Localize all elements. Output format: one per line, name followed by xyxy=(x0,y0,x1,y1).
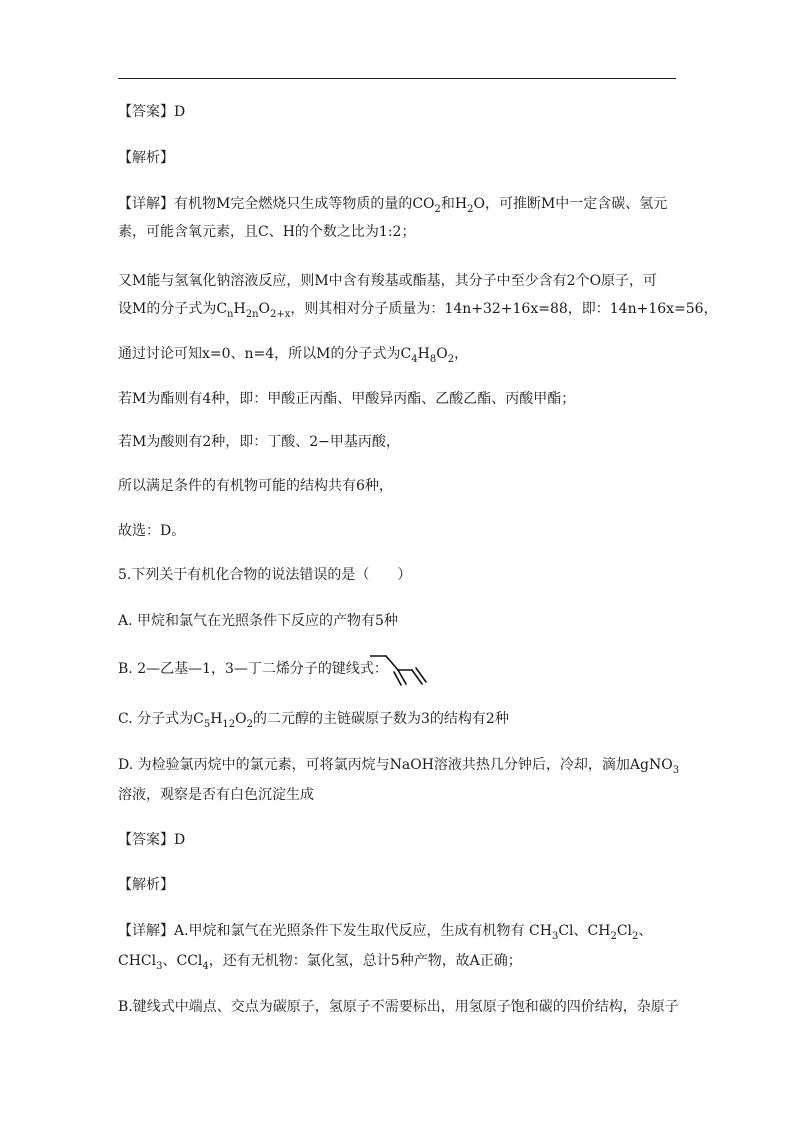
q5-detail-line-1: 【详解】A.甲烷和氯气在光照条件下发生取代反应，生成有机物有 $CH_3Cl$、$CH_2Cl_2$、 xyxy=(118,923,653,942)
q5-answer: 【答案】D xyxy=(118,832,186,848)
q4-detail-line-9: 故选：D。 xyxy=(118,523,186,539)
q4-detail-line-4: 设M的分子式为$C_nH_{2n}O_{2+x}$，则其相对分子质量为：14n+32+16x=88，即：14n+16x=56， xyxy=(118,301,718,320)
q5-option-b: B. 2—乙基—1，3—丁二烯分子的键线式： xyxy=(118,661,388,677)
q5-analysis-heading: 【解析】 xyxy=(118,877,174,893)
skeletal-formula-image xyxy=(370,650,450,690)
q5-stem: 5.下列关于有机化合物的说法错误的是（ ） xyxy=(118,567,412,583)
q5-detail-line-3: B.键线式中端点、交点为碳原子，氢原子不需要标出，用氢原子饱和碳的四价结构，杂原子 xyxy=(118,999,679,1015)
q4-detail-line-3: 又M能与氢氧化钠溶液反应，则M中含有羧基或酯基，其分子中至少含有2个O原子，可 xyxy=(118,273,658,289)
q4-answer: 【答案】D xyxy=(118,104,186,120)
q4-detail-line-8: 所以满足条件的有机物可能的结构共有6种， xyxy=(118,478,393,494)
q5-detail-line-2: CHCl$_3$、CCl$_4$，还有无机物：氯化氢，总计5种产物，故A正确； xyxy=(118,953,522,972)
q4-detail-line-7: 若M为酸则有2种，即：丁酸、2−甲基丙酸， xyxy=(118,434,400,450)
q5-option-c: C. 分子式为$C_5H_{12}O_2$的二元醇的主链碳原子数为3的结构有2种 xyxy=(118,711,509,730)
q5-option-a: A. 甲烷和氯气在光照条件下反应的产物有5种 xyxy=(118,613,398,629)
q5-option-d-line-1: D. 为检验氯丙烷中的氯元素，可将氯丙烷与NaOH溶液共热几分钟后，冷却，滴加AgNO$_3$ xyxy=(118,757,680,776)
q4-detail-line-5: 通过讨论可知x=0、n=4，所以M的分子式为$C_4H_8O_2$， xyxy=(118,346,469,365)
q4-detail-line-6: 若M为酯则有4种，即：甲酸正丙酯、甲酸异丙酯、乙酸乙酯、丙酸甲酯； xyxy=(118,391,576,407)
q4-analysis-heading: 【解析】 xyxy=(118,150,174,166)
q4-detail-line-2: 素，可能含氧元素，且C、H的个数之比为1:2； xyxy=(118,224,416,240)
header-rule xyxy=(118,78,676,79)
q4-detail-line-1: 【详解】有机物M完全燃烧只生成等物质的量的$CO_2$和$H_2O$，可推断M中一定含碳、氢元 xyxy=(118,196,668,215)
q5-option-d-line-2: 溶液，观察是否有白色沉淀生成 xyxy=(118,787,314,803)
